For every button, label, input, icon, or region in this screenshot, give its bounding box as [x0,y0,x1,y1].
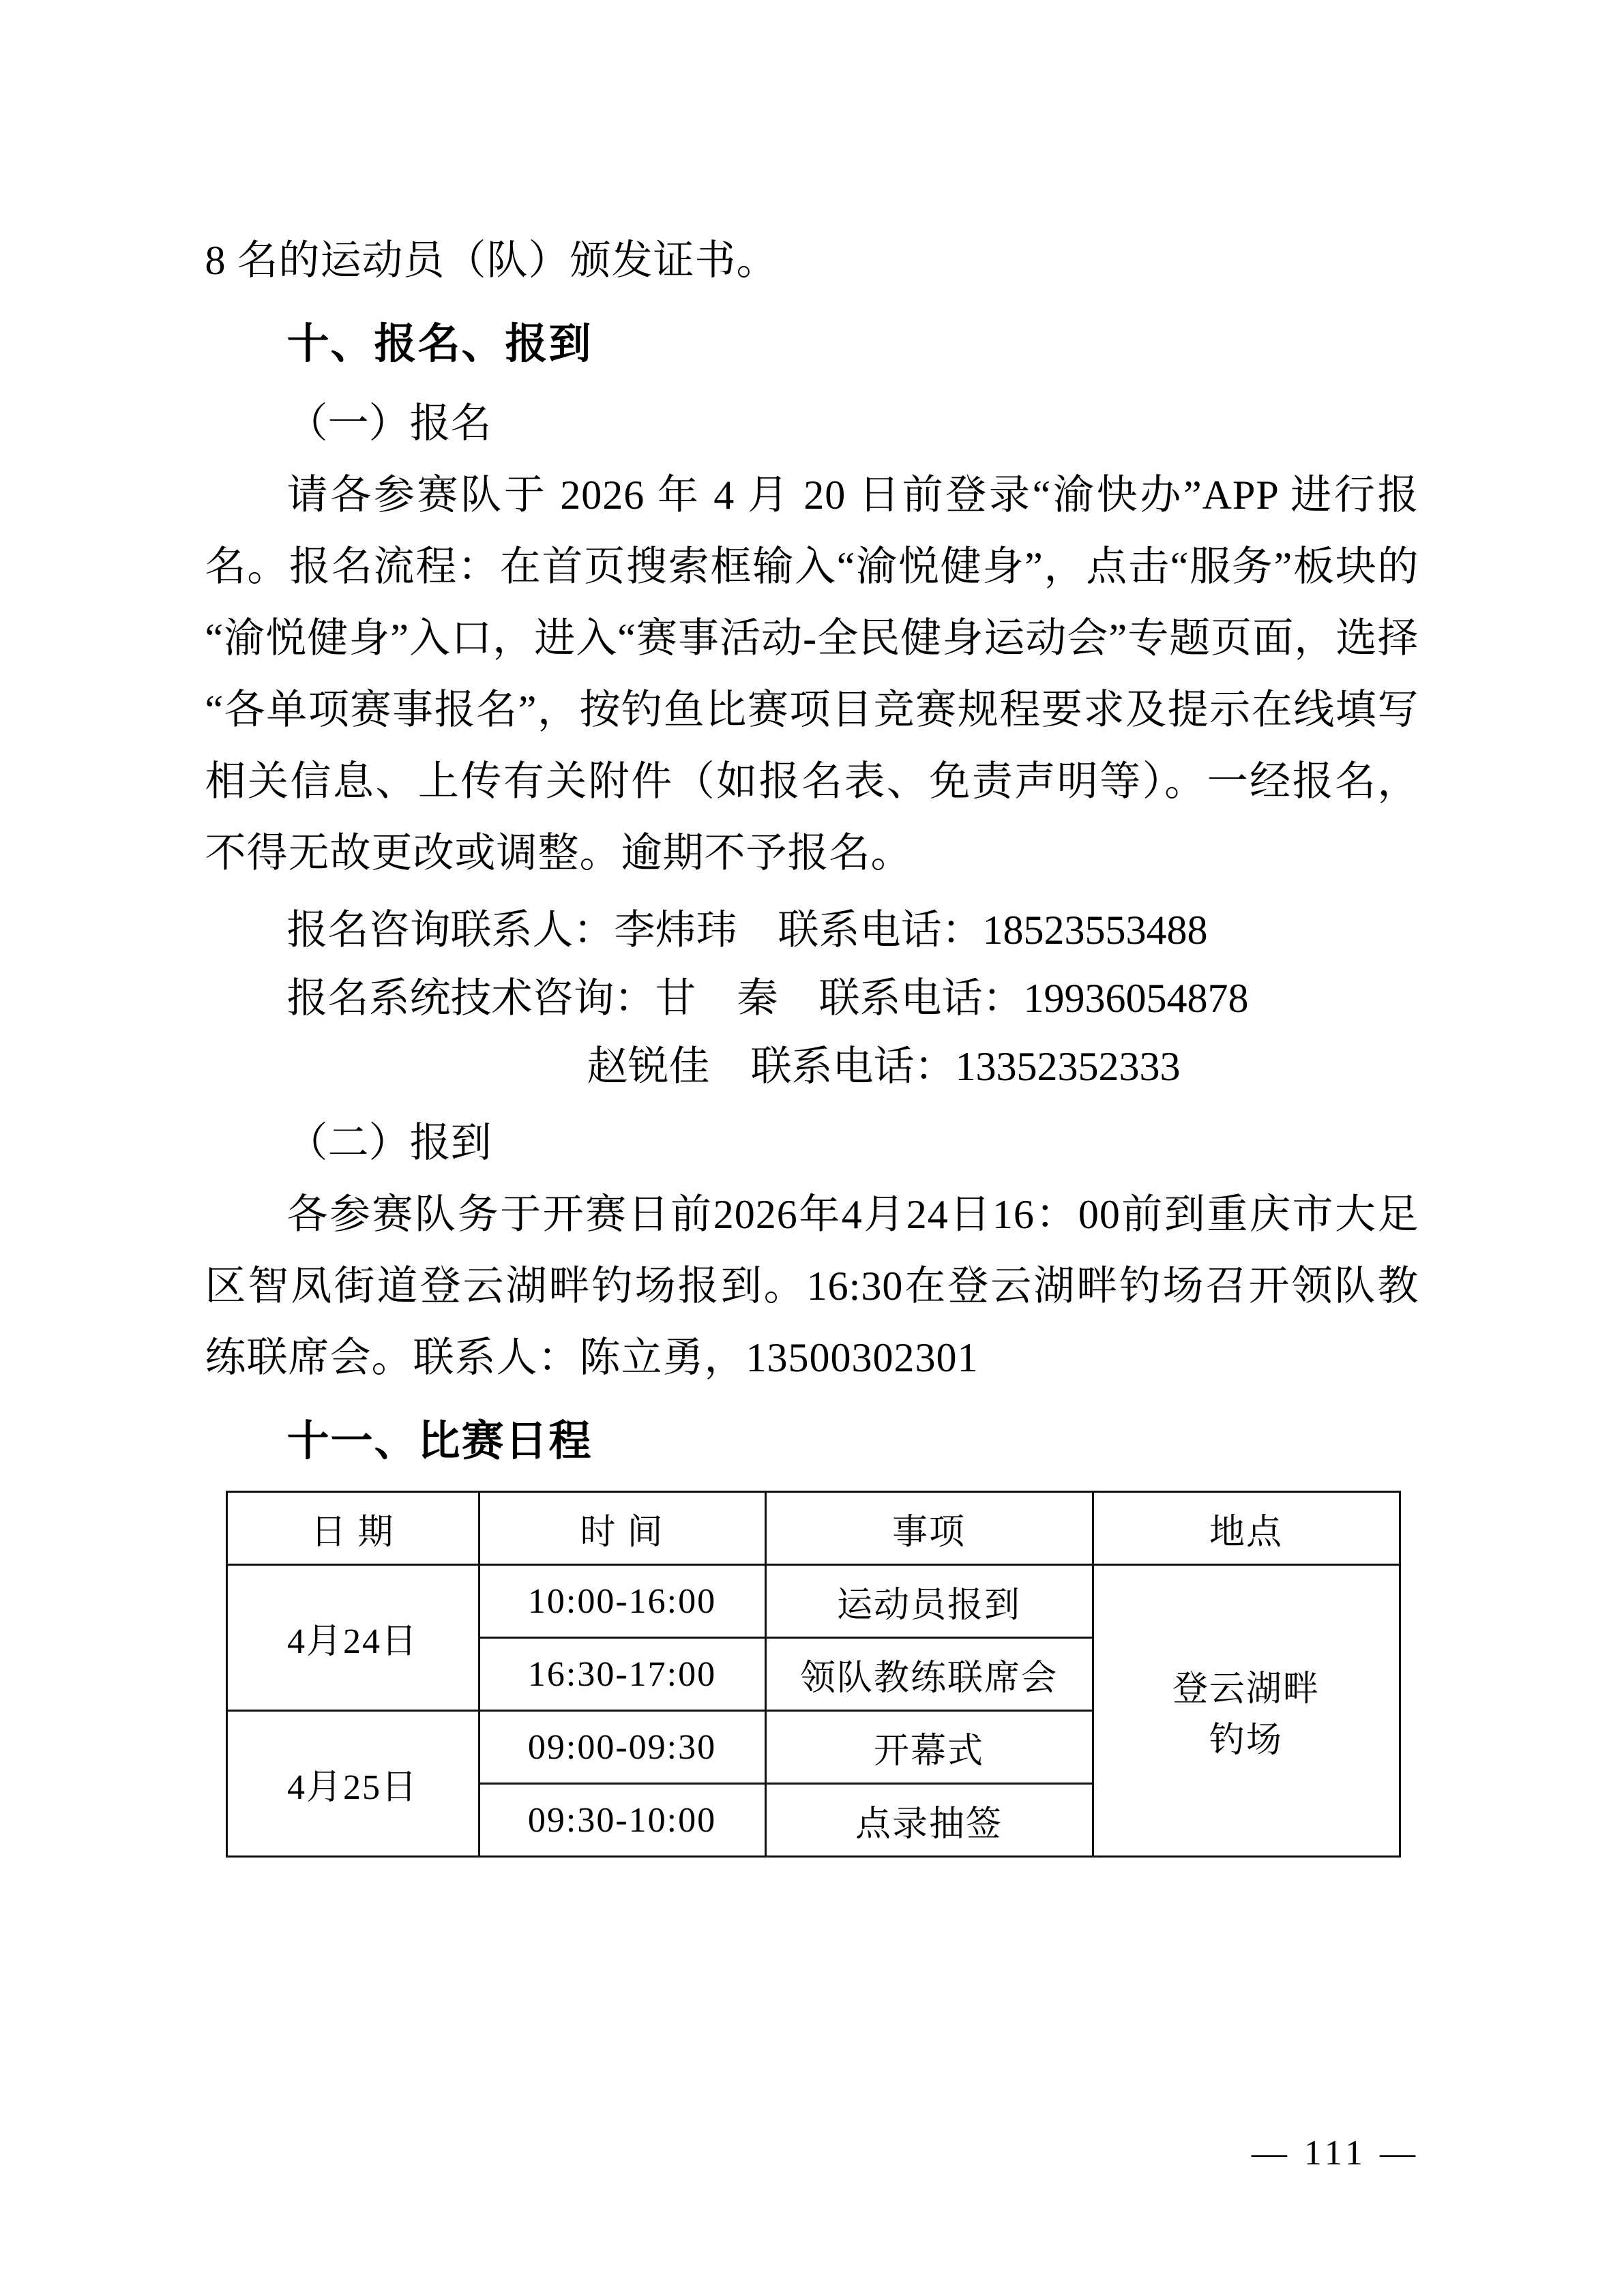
contact-phone-label-3: 联系电话： [750,1044,956,1089]
contact-gap-3 [710,1044,751,1089]
checkin-paragraph: 各参赛队务于开赛日前2026年4月24日16：00前到重庆市大足区智凤街道登云湖畔钓场报到。16:30在登云湖畔钓场召开领队教练联席会。联系人：陈立勇，13500302301 [205,1192,1419,1380]
table-header-item: 事项 [765,1492,1093,1565]
table-cell-item-1: 运动员报到 [765,1565,1093,1638]
contact-label-1: 报名咨询联系人： [286,908,615,953]
place-line-1: 登云湖畔 [1172,1669,1320,1709]
schedule-table [226,1491,1401,1858]
table-header-place: 地点 [1093,1492,1400,1565]
table-cell-place [1093,1565,1400,1857]
table-header-date: 日 期 [226,1492,479,1565]
contact-phone-1: 18523553488 [982,908,1208,953]
contact-phone-2: 19936054878 [1023,976,1249,1021]
table-cell-time-4: 09:30-10:00 [479,1784,765,1857]
continuation-paragraph: 8 名的运动员（队）颁发证书。 [205,238,778,283]
subsection-title-1: （一）报名 [286,401,492,446]
section-heading-11: 十一、比赛日程 [286,1416,593,1465]
contact-name-2: 甘 秦 [655,976,778,1021]
table-cell-time-1: 10:00-16:00 [479,1565,765,1638]
table-cell-time-2: 16:30-17:00 [479,1638,765,1711]
table-cell-date-2: 4月25日 [226,1711,479,1857]
contact-gap-2 [778,976,819,1021]
contact-phone-3: 13352352333 [955,1044,1181,1089]
table-cell-item-4: 点录抽签 [765,1784,1093,1857]
page-number: — 111 — [1251,2134,1419,2173]
contact-phone-label-2: 联系电话： [818,976,1024,1021]
contact-label-2: 报名系统技术咨询： [286,976,655,1021]
table-header-time: 时 间 [479,1492,765,1565]
table-cell-item-3: 开幕式 [765,1711,1093,1784]
section-heading-10: 十、报名、报到 [286,318,593,368]
registration-paragraph: 请各参赛队于 2026 年 4 月 20 日前登录“渝快办”APP 进行报名。报名流程：在首页搜索框输入“渝悦健身”，点击“服务”板块的“渝悦健身”入口，进入“赛事活动-全民健身运动会”专题页面，选择“各单项赛事报名”，按钓鱼比赛项目竞赛规程要求及提示在线填写相关信息、上传有关附件（如报名表、免责声明等）。一经报名，不得无故更改或调整。逾期不予报名。 [205,473,1419,876]
page-content [205,225,1419,1858]
table-header-row [226,1492,1400,1565]
subsection-title-2: （二）报到 [286,1120,492,1165]
table-row [226,1565,1400,1638]
contact-name-3: 赵锐佳 [587,1044,710,1089]
contact-phone-label-1: 联系电话： [778,908,983,953]
contact-line-2 [205,964,1419,1032]
table-cell-item-2: 领队教练联席会 [765,1638,1093,1711]
contact-line-3 [205,1032,1419,1101]
place-line-2: 钓场 [1209,1720,1283,1760]
contact-gap-1 [737,908,778,953]
contact-name-1: 李炜玮 [614,908,737,953]
table-cell-time-3: 09:00-09:30 [479,1711,765,1784]
table-cell-date-1: 4月24日 [226,1565,479,1711]
contact-line-1 [205,896,1419,964]
